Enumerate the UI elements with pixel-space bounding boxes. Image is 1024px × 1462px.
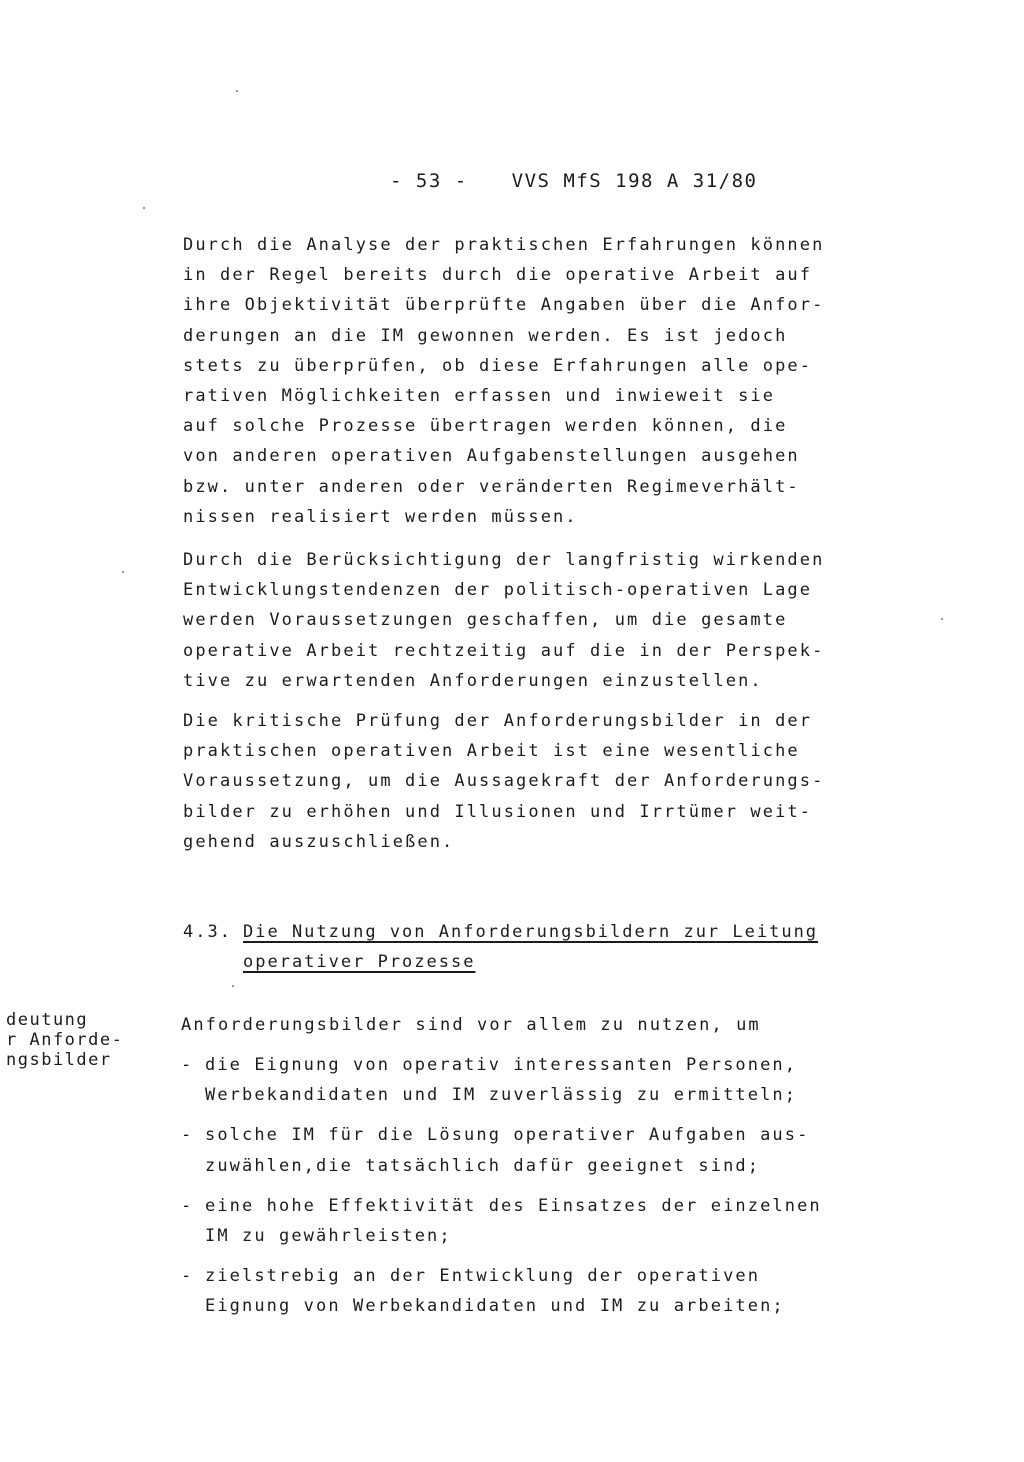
text-line: auf solche Prozesse übertragen werden können, die	[183, 416, 788, 437]
section-title	[243, 917, 818, 977]
bullet-dash: -	[181, 1125, 194, 1146]
list-item	[181, 1120, 822, 1180]
text-line: die Eignung von operativ interessanten Personen,	[205, 1055, 798, 1075]
text-line: rativen Möglichkeiten erfassen und inwieweit sie	[183, 386, 776, 407]
section-title-line: Die Nutzung von Anforderungsbildern zur Leitung	[243, 922, 819, 942]
page-header	[390, 170, 757, 192]
list-item	[181, 1261, 822, 1321]
text-line: zuwählen,die tatsächlich dafür geeignet sind;	[205, 1155, 761, 1176]
margin-note	[6, 1010, 123, 1070]
text-line: praktischen operativen Arbeit ist eine wesentliche	[183, 741, 800, 762]
text-line: zielstrebig an der Entwicklung der operativen	[205, 1266, 761, 1287]
scan-speck	[122, 571, 124, 573]
text-line: ihre Objektivität überprüfte Angaben über die Anfor-	[183, 295, 825, 316]
list-item	[181, 1191, 822, 1251]
text-line: stets zu überprüfen, ob diese Erfahrungen alle ope-	[183, 355, 813, 376]
paragraph-1	[183, 230, 824, 532]
margin-note-line: r Anforde-	[6, 1030, 124, 1050]
list-intro: Anforderungsbilder sind vor allem zu nutzen, um	[181, 1015, 761, 1035]
text-line: gehend auszuschließen.	[183, 831, 455, 852]
scan-speck	[143, 207, 145, 209]
text-line: Eignung von Werbekandidaten und IM zu arbeiten;	[205, 1296, 785, 1317]
scan-speck	[232, 985, 234, 987]
text-line: nissen realisiert werden müssen.	[183, 506, 578, 527]
bullet-dash: -	[181, 1195, 194, 1216]
section-number: 4.3.	[183, 922, 232, 942]
scan-speck	[941, 618, 943, 620]
section-title-line: operativer Prozesse	[243, 952, 476, 972]
bullet-dash: -	[181, 1266, 194, 1287]
margin-note-line: ngsbilder	[6, 1050, 112, 1070]
text-line: Durch die Analyse der praktischen Erfahrungen können	[183, 235, 825, 255]
page-number: - 53 -	[390, 170, 468, 192]
text-line: solche IM für die Lösung operativer Aufgaben aus-	[205, 1125, 810, 1146]
scan-speck	[236, 90, 238, 92]
text-line: eine hohe Effektivität des Einsatzes der einzelnen	[205, 1195, 822, 1216]
text-line: Durch die Berücksichtigung der langfristig wirkenden	[183, 550, 825, 570]
document-reference: VVS MfS 198 A 31/80	[511, 170, 758, 192]
text-line: Voraussetzung, um die Aussagekraft der Anforderungs-	[183, 771, 825, 792]
text-line: operative Arbeit rechtzeitig auf die in der Perspek-	[183, 640, 825, 661]
text-line: von anderen operativen Aufgabenstellungen ausgehen	[183, 446, 800, 467]
text-line: IM zu gewährleisten;	[205, 1226, 452, 1247]
text-line: Werbekandidaten und IM zuverlässig zu ermitteln;	[205, 1085, 798, 1106]
text-line: werden Voraussetzungen geschaffen, um die gesamte	[183, 610, 788, 631]
bullet-list	[181, 1050, 822, 1332]
text-line: bilder zu erhöhen und Illusionen und Irrtümer weit-	[183, 801, 813, 822]
text-line: Die kritische Prüfung der Anforderungsbilder in der	[183, 711, 813, 731]
list-item	[181, 1050, 822, 1110]
text-line: Entwicklungstendenzen der politisch-operativen Lage	[183, 580, 813, 601]
text-line: in der Regel bereits durch die operative Arbeit auf	[183, 265, 813, 286]
text-line: derungen an die IM gewonnen werden. Es ist jedoch	[183, 325, 788, 346]
margin-note-line: deutung	[6, 1010, 89, 1030]
text-line: tive zu erwartenden Anforderungen einzustellen.	[183, 670, 763, 691]
paragraph-2	[183, 545, 824, 696]
text-line: bzw. unter anderen oder veränderten Regimeverhält-	[183, 476, 800, 497]
bullet-dash: -	[181, 1055, 194, 1075]
paragraph-3	[183, 706, 824, 857]
